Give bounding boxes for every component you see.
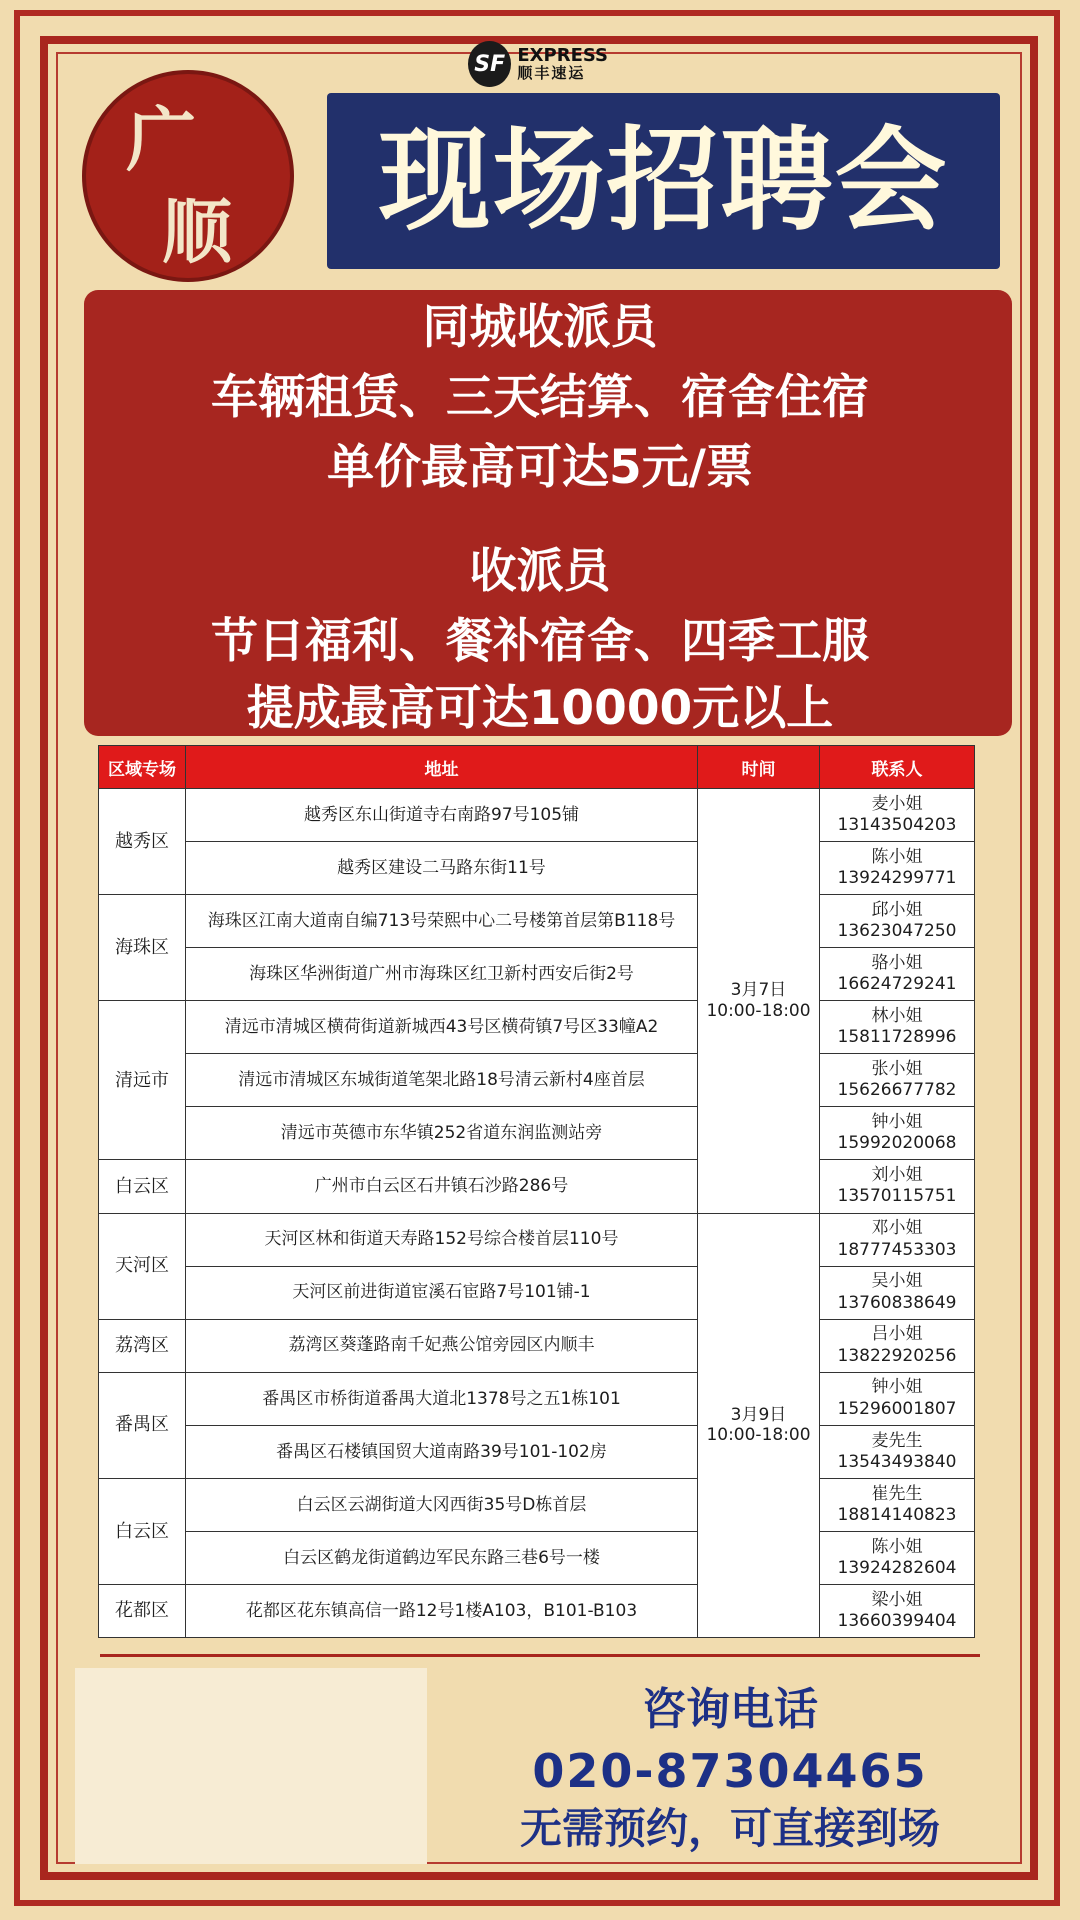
address-cell: 番禺区市桥街道番禺大道北1378号之五1栋101	[186, 1372, 698, 1425]
contact-cell: 邓小姐 18777453303	[820, 1213, 975, 1266]
table-row	[99, 1425, 975, 1478]
contact-cell: 崔先生 18814140823	[820, 1478, 975, 1531]
address-cell: 海珠区江南大道南自编713号荣熙中心二号楼第首层第B118号	[186, 895, 698, 948]
table-row	[99, 1213, 975, 1266]
recruitment-table	[98, 745, 974, 1638]
address-cell: 花都区花东镇高信一路12号1楼A103，B101-B103	[186, 1584, 698, 1637]
contact-cell: 梁小姐 13660399404	[820, 1584, 975, 1637]
table-row	[99, 1531, 975, 1584]
time-cell-mar9: 3月9日 10:00-18:00	[698, 1213, 820, 1638]
address-cell: 广州市白云区石井镇石沙路286号	[186, 1160, 698, 1213]
contact-cell: 刘小姐 13570115751	[820, 1160, 975, 1213]
guangshun-seal	[82, 70, 294, 282]
area-cell: 花都区	[99, 1584, 186, 1637]
table-row	[99, 1319, 975, 1372]
table-row	[99, 1478, 975, 1531]
city-courier-benefits: 车辆租赁、三天结算、宿舍住宿	[211, 370, 869, 425]
divider	[100, 1654, 980, 1657]
address-cell: 白云区鹤龙街道鹤边军民东路三巷6号一楼	[186, 1531, 698, 1584]
contact-cell: 麦先生 13543493840	[820, 1425, 975, 1478]
table-row	[99, 1160, 975, 1213]
sf-express-logo	[468, 38, 608, 90]
address-cell: 越秀区建设二马路东街11号	[186, 842, 698, 895]
area-cell: 天河区	[99, 1213, 186, 1319]
city-courier-pay: 单价最高可达5元/票	[327, 440, 753, 495]
table-row	[99, 1001, 975, 1054]
area-cell: 清远市	[99, 1001, 186, 1160]
contact-cell: 张小姐 15626677782	[820, 1054, 975, 1107]
seal-char-shun: 顺	[162, 190, 232, 273]
job-title-courier: 收派员	[469, 544, 611, 599]
contact-cell: 吴小姐 13760838649	[820, 1266, 975, 1319]
time-cell-mar7: 3月7日 10:00-18:00	[698, 789, 820, 1214]
address-cell: 天河区林和街道天寿路152号综合楼首层110号	[186, 1213, 698, 1266]
address-cell: 清远市清城区东城街道笔架北路18号清云新村4座首层	[186, 1054, 698, 1107]
contact-cell: 林小姐 15811728996	[820, 1001, 975, 1054]
address-cell: 荔湾区葵蓬路南千妃燕公馆旁园区内顺丰	[186, 1319, 698, 1372]
area-cell: 越秀区	[99, 789, 186, 895]
area-cell: 白云区	[99, 1160, 186, 1213]
logo-english: EXPRESS	[517, 44, 608, 66]
seal-char-guang: 广	[126, 98, 196, 181]
contact-cell: 陈小姐 13924282604	[820, 1531, 975, 1584]
benefits-band	[84, 290, 1012, 736]
area-cell: 海珠区	[99, 895, 186, 1001]
contact-cell: 吕小姐 13822920256	[820, 1319, 975, 1372]
area-cell: 番禺区	[99, 1372, 186, 1478]
header-contact: 联系人	[820, 746, 975, 789]
contact-cell: 钟小姐 15992020068	[820, 1107, 975, 1160]
title-banner	[327, 93, 1000, 269]
table-row	[99, 1054, 975, 1107]
address-cell: 番禺区石楼镇国贸大道南路39号101-102房	[186, 1425, 698, 1478]
address-cell: 清远市英德市东华镇252省道东润监测站旁	[186, 1107, 698, 1160]
table-row	[99, 1107, 975, 1160]
consult-label: 咨询电话	[642, 1684, 818, 1735]
consult-note: 无需预约，可直接到场	[519, 1804, 940, 1853]
table-row	[99, 1372, 975, 1425]
address-cell: 海珠区华洲街道广州市海珠区红卫新村西安后街2号	[186, 948, 698, 1001]
consult-phone: 020-87304465	[532, 1744, 928, 1798]
address-cell: 越秀区东山街道寺右南路97号105铺	[186, 789, 698, 842]
sf-logo-icon: SF	[468, 41, 511, 87]
job-title-city-courier: 同城收派员	[422, 300, 658, 355]
area-cell: 荔湾区	[99, 1319, 186, 1372]
area-cell: 白云区	[99, 1478, 186, 1584]
table-header-row	[99, 746, 975, 789]
header-address: 地址	[186, 746, 698, 789]
table-row	[99, 948, 975, 1001]
courier-benefits: 节日福利、餐补宿舍、四季工服	[211, 614, 869, 669]
contact-cell: 麦小姐 13143504203	[820, 789, 975, 842]
contact-cell: 骆小姐 16624729241	[820, 948, 975, 1001]
contact-cell: 钟小姐 15296001807	[820, 1372, 975, 1425]
blank-panel	[75, 1668, 427, 1864]
table-row	[99, 842, 975, 895]
table-row	[99, 1266, 975, 1319]
address-cell: 白云区云湖街道大冈西街35号D栋首层	[186, 1478, 698, 1531]
contact-cell: 陈小姐 13924299771	[820, 842, 975, 895]
contact-cell: 邱小姐 13623047250	[820, 895, 975, 948]
table-row	[99, 1584, 975, 1637]
header-time: 时间	[698, 746, 820, 789]
address-cell: 天河区前进街道宦溪石宦路7号101铺-1	[186, 1266, 698, 1319]
table-row	[99, 895, 975, 948]
address-cell: 清远市清城区横荷街道新城西43号区横荷镇7号区33幢A2	[186, 1001, 698, 1054]
courier-pay: 提成最高可达10000元以上	[246, 681, 834, 736]
header-area: 区域专场	[99, 746, 186, 789]
page-title: 现场招聘会	[378, 116, 949, 246]
table-row	[99, 789, 975, 842]
logo-chinese: 顺丰速运	[517, 63, 586, 82]
